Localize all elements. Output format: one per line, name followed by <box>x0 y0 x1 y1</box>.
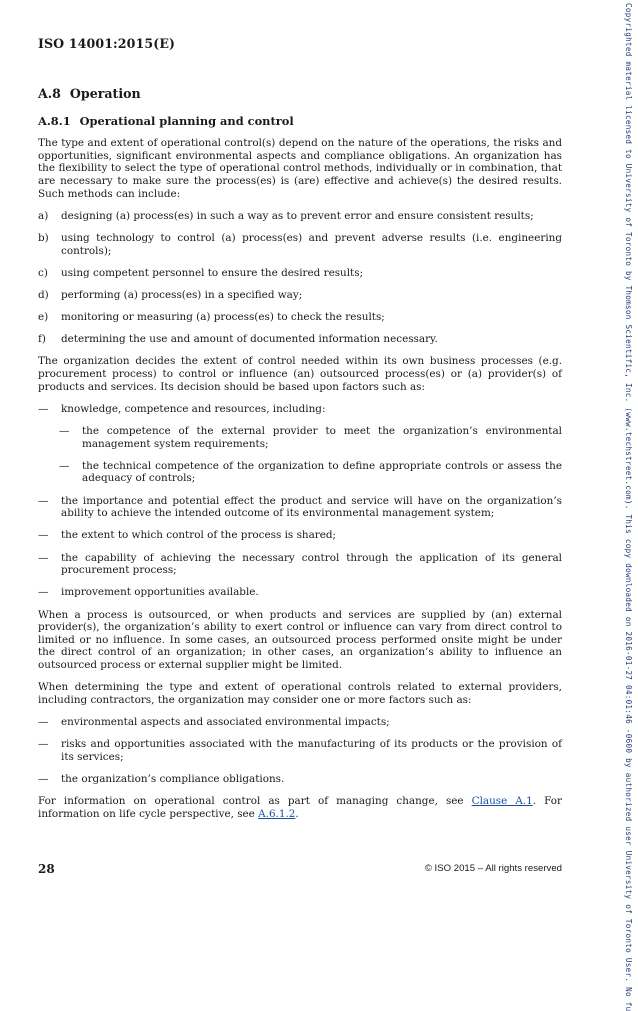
section-number: A.8 <box>38 86 61 101</box>
list-item <box>38 403 562 416</box>
dash-marker: — <box>38 772 49 785</box>
page-number: 28 <box>38 862 55 876</box>
list-item-text: using competent personnel to ensure the desired results; <box>61 266 364 279</box>
methods-list <box>38 210 562 346</box>
subsection-title: Operational planning and control <box>79 113 294 128</box>
list-item-text: the technical competence of the organization to define appropriate controls or assess the adequacy of controls; <box>82 459 562 485</box>
list-item <box>38 267 562 280</box>
list-item <box>38 738 562 763</box>
factors-intro-paragraph: The organization decides the extent of control needed within its own business processes (e.g. procurement process) to control or influence (an) outsourced process(es) or (a) provider(s) of products and services. Its decision should be based upon factors such as: <box>38 355 562 393</box>
clause-a612-link[interactable]: A.6.1.2 <box>258 807 296 820</box>
sub-list-item <box>38 425 562 450</box>
list-item <box>38 333 562 346</box>
dash-marker: — <box>38 402 49 415</box>
list-item <box>38 232 562 257</box>
list-marker: b) <box>38 231 49 244</box>
dash-marker: — <box>38 529 49 542</box>
dash-marker: — <box>38 738 49 751</box>
list-item-text: environmental aspects and associated environmental impacts; <box>61 715 390 728</box>
dash-marker: — <box>38 494 49 507</box>
list-item <box>38 552 562 577</box>
outsourcing-paragraph: When a process is outsourced, or when products and services are supplied by (an) external provider(s), the organization’s ability to exert control or influence can vary from direct control to limited or no influence. In some cases, an outsourced process performed onsite might be under the direct control of an organization; in other cases, an organization’s ability to influence an outsourced process or external supplier might be limited. <box>38 608 562 671</box>
list-item-text: the extent to which control of the process is shared; <box>61 529 337 542</box>
list-item-text: the organization’s compliance obligations. <box>61 772 285 785</box>
list-marker: f) <box>38 333 46 346</box>
list-item <box>38 495 562 520</box>
license-watermark: Copyrighted material licensed to University of Toronto by Thomson Scientific, Inc. (www.techstreet.com). This copy downloaded on 2016-01-27 04:01:46 -0600 by authorized user University of Toronto User. No fu <box>624 3 633 1011</box>
list-item <box>38 716 562 729</box>
document-id: ISO 14001:2015(E) <box>38 36 176 51</box>
dash-marker: — <box>59 425 70 438</box>
dash-marker: — <box>38 715 49 728</box>
list-marker: e) <box>38 311 49 324</box>
list-item-text: knowledge, competence and resources, including: <box>61 402 326 415</box>
list-item-text: using technology to control (a) process(es) and prevent adverse results (i.e. engineering controls); <box>61 231 562 257</box>
intro-paragraph: The type and extent of operational control(s) depend on the nature of the operations, the risks and opportunities, significant environmental aspects and compliance obligations. An organization has the flexibility to select the type of operational control methods, individually or in combination, that are necessary to make sure the process(es) is (are) effective and achieve(s) the desired results. Such methods can include: <box>38 137 562 200</box>
factors-list <box>38 403 562 599</box>
list-marker: c) <box>38 266 48 279</box>
dash-marker: — <box>38 551 49 564</box>
dash-marker: — <box>38 586 49 599</box>
clause-a1-link[interactable]: Clause A.1 <box>471 795 533 808</box>
list-item <box>38 773 562 786</box>
subsection-heading <box>38 115 562 128</box>
closing-text-start: For information on operational control as part of managing change, see <box>38 795 472 808</box>
external-providers-paragraph: When determining the type and extent of operational controls related to external providers, including contractors, the organization may consider one or more factors such as: <box>38 681 562 706</box>
closing-text-middle: . For information on life cycle perspective, see <box>38 795 562 820</box>
section-title: Operation <box>69 86 141 101</box>
list-item <box>38 529 562 542</box>
page-content <box>38 88 562 830</box>
list-item-text: risks and opportunities associated with the manufacturing of its products or the provision of its services; <box>61 738 562 763</box>
sub-list-item <box>38 460 562 485</box>
list-marker: a) <box>38 209 49 222</box>
list-item-text: the capability of achieving the necessary control through the application of its general procurement process; <box>61 551 562 577</box>
dash-marker: — <box>59 459 70 472</box>
list-item-text: the importance and potential effect the product and service will have on the organization’s ability to achieve the intended outcome of its environmental management system; <box>61 494 562 520</box>
section-heading <box>38 88 562 101</box>
list-item <box>38 210 562 223</box>
closing-paragraph <box>38 795 562 820</box>
list-item-text: designing (a) process(es) in such a way as to prevent error and ensure consistent results; <box>61 209 534 222</box>
list-item <box>38 311 562 324</box>
provider-factors-list <box>38 716 562 786</box>
subsection-number: A.8.1 <box>38 113 71 128</box>
list-marker: d) <box>38 288 49 301</box>
list-item-text: determining the use and amount of documented information necessary. <box>61 333 438 346</box>
list-item <box>38 289 562 302</box>
list-item <box>38 586 562 599</box>
list-item-text: monitoring or measuring (a) process(es) to check the results; <box>61 311 385 324</box>
list-item-text: performing (a) process(es) in a specified way; <box>61 288 303 301</box>
copyright-notice: © ISO 2015 – All rights reserved <box>424 863 562 874</box>
list-item-text: the competence of the external provider to meet the organization’s environmental management system requirements; <box>82 425 562 450</box>
list-item-text: improvement opportunities available. <box>61 586 259 599</box>
closing-text-end: . <box>295 807 299 820</box>
